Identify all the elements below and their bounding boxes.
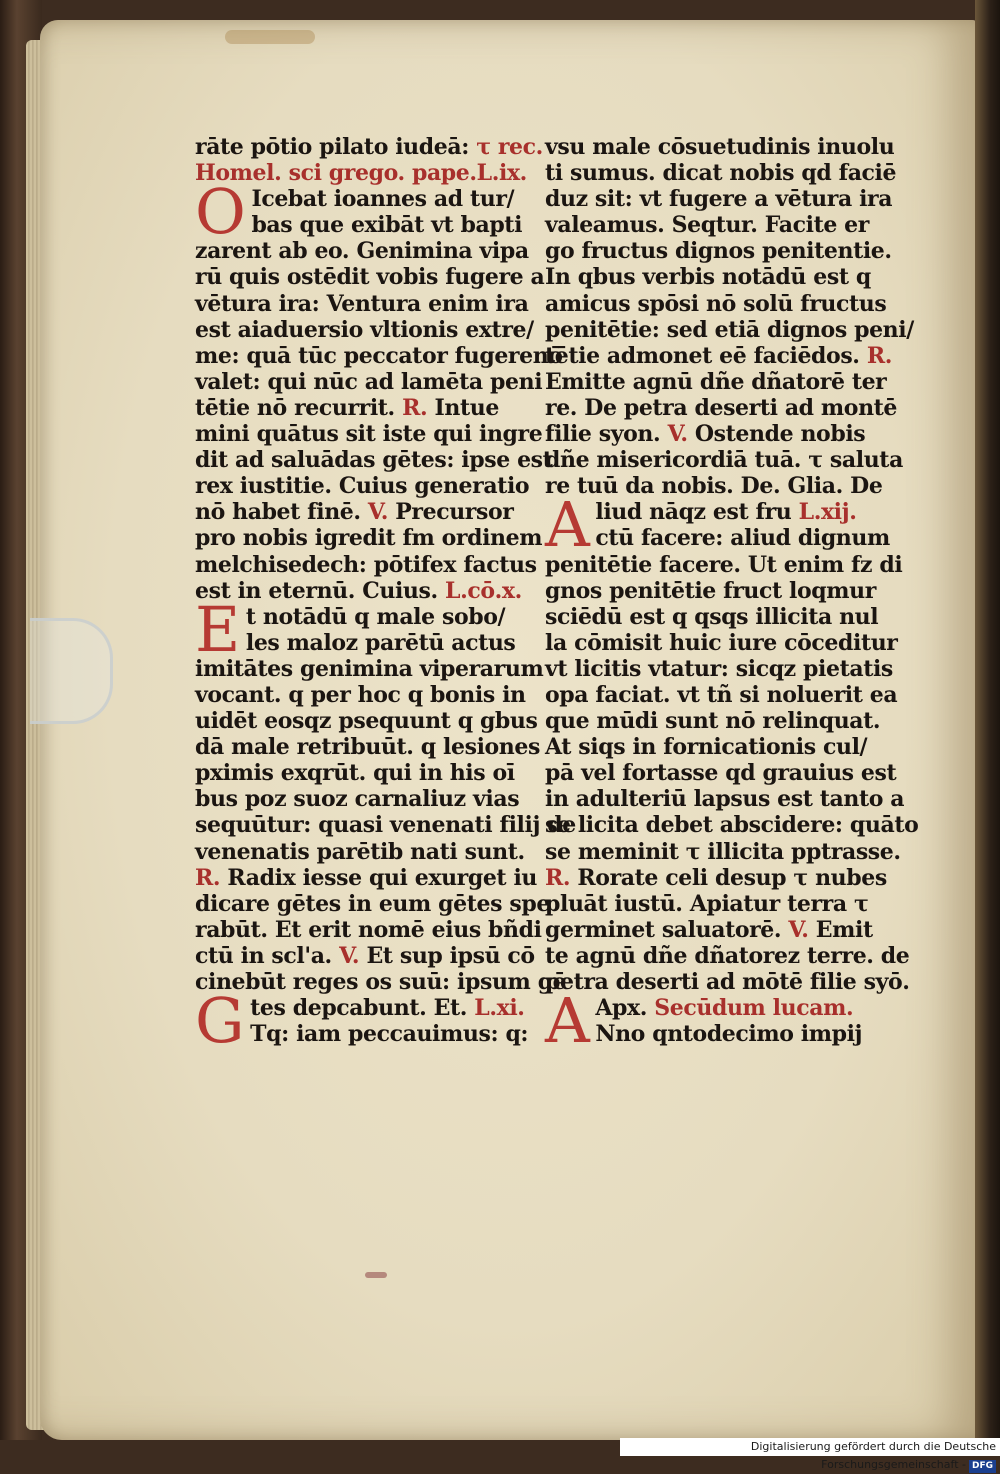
responsory-mark: R. bbox=[866, 342, 892, 369]
text-line: Et sup ipsū cō bbox=[366, 942, 535, 969]
text-line: rex iustitie. Cuius generatio bbox=[195, 473, 530, 500]
text-line: cinebūt reges os suū: ipsum gē bbox=[195, 969, 567, 995]
rubric-heading: Homel. sci grego. pape. bbox=[195, 160, 477, 187]
text-line: vt licitis vtatur: sicqz pietatis bbox=[545, 655, 893, 682]
text-line: mini quātus sit iste qui ingre bbox=[195, 421, 543, 448]
text-line: t notādū q male sobo/ bbox=[245, 603, 506, 630]
text-line: uidēt eosqz psequunt q gbus bbox=[195, 708, 538, 735]
text-line: penitētie: sed etiā dignos peni/ bbox=[545, 316, 914, 343]
text-line: tētie admonet eē faciēdos. bbox=[545, 342, 860, 369]
rubric-heading: Secūdum lucam. bbox=[654, 995, 854, 1022]
text-line: ti sumus. dicat nobis qd faciē bbox=[545, 160, 897, 187]
text-line: duz sit: vt fugere a vētura ira bbox=[545, 186, 893, 213]
page-clip bbox=[30, 618, 113, 724]
versicle-mark: V. bbox=[339, 942, 360, 969]
text-line: vētura ira: Ventura enim ira bbox=[195, 290, 529, 317]
text-line: penitētie facere. Ut enim fz di bbox=[545, 551, 903, 578]
text-line: que mūdi sunt nō relinquat. bbox=[545, 708, 881, 735]
text-line: pximis exqrūt. qui in his oī bbox=[195, 760, 515, 787]
text-line: rāte pōtio pilato iudeā: bbox=[195, 134, 469, 160]
text-line: nō habet finē. bbox=[195, 499, 361, 526]
initial-a-gospel: A bbox=[545, 984, 590, 1058]
text-line: At siqs in fornicationis cul/ bbox=[545, 734, 868, 761]
lectio-number: L.ix. bbox=[476, 160, 527, 187]
text-line: opa faciat. vt tñ si noluerit ea bbox=[545, 681, 898, 708]
page-stain-red bbox=[365, 1272, 387, 1278]
text-line: gnos penitētie fruct loqmur bbox=[545, 577, 876, 604]
rubric-mark: τ rec. bbox=[476, 134, 543, 160]
text-line: venenatis parētib nati sunt. bbox=[195, 838, 525, 865]
text-line: sequūtur: quasi venenati filij de bbox=[195, 812, 576, 839]
text-line: Tq: iam peccauimus: q: bbox=[250, 1021, 529, 1048]
initial-g: G bbox=[195, 984, 245, 1058]
text-line: re. De petra deserti ad montē bbox=[545, 394, 898, 421]
text-line: liud nāqz est fru bbox=[595, 499, 792, 526]
responsory-mark: R. bbox=[545, 864, 571, 891]
text-line: sciēdū est q qsqs illicita nul bbox=[545, 603, 879, 630]
dfg-logo-icon: DFG bbox=[969, 1460, 996, 1473]
text-column-left bbox=[195, 134, 576, 1058]
text-line: Icebat ioannes ad tur/ bbox=[251, 186, 515, 213]
text-line: pluāt iustū. Apiatur terra τ bbox=[545, 890, 869, 917]
text-line: re tuū da nobis. De. Glia. De bbox=[545, 473, 883, 500]
text-line: In qbus verbis notādū est q bbox=[545, 264, 871, 291]
text-line: est in eternū. Cuius. bbox=[195, 577, 438, 604]
text-line: Ostende nobis bbox=[694, 421, 866, 448]
text-line: me: quā tūc peccator fugerenō bbox=[195, 342, 563, 369]
responsory-mark: R. bbox=[195, 864, 221, 891]
responsory-mark: R. bbox=[402, 394, 428, 421]
text-line: te agnū dñe dñatorez terre. de bbox=[545, 942, 910, 969]
text-line: Emitte agnū dñe dñatorē ter bbox=[545, 368, 887, 395]
text-line: dñe misericordiā tuā. τ saluta bbox=[545, 447, 903, 474]
text-line: la cōmisit huic iure cōceditur bbox=[545, 629, 898, 656]
text-line: ctū in scl'a. bbox=[195, 942, 332, 969]
text-line: dā male retribuūt. q lesiones bbox=[195, 734, 540, 761]
text-line: petra deserti ad mōtē filie syō. bbox=[545, 969, 910, 995]
text-line: valeamus. Seqtur. Facite er bbox=[545, 212, 869, 239]
versicle-mark: V. bbox=[367, 499, 389, 526]
text-line: bas que exibāt vt bapti bbox=[251, 212, 523, 239]
text-line: zarent ab eo. Genimina vipa bbox=[195, 238, 529, 265]
text-line: rabūt. Et erit nomē eius bñdi bbox=[195, 916, 542, 943]
text-line: se meminit τ illicita pptrasse. bbox=[545, 838, 901, 865]
funding-credit bbox=[620, 1438, 1000, 1471]
book-gutter bbox=[975, 0, 1000, 1440]
lectio-number: L.cō.x. bbox=[445, 577, 522, 604]
page-stain bbox=[225, 30, 315, 44]
text-line: in adulteriū lapsus est tanto a bbox=[545, 786, 905, 813]
text-line: amicus spōsi nō solū fructus bbox=[545, 290, 887, 317]
text-line: Emit bbox=[815, 916, 873, 943]
text-line: tes depcabunt. Et. bbox=[250, 995, 468, 1022]
text-line: vsu male cōsuetudinis inuolu bbox=[545, 134, 895, 160]
initial-o: O bbox=[195, 175, 246, 249]
initial-e: E bbox=[195, 592, 240, 666]
text-line: imitātes genimina viperarum bbox=[195, 655, 544, 682]
text-column-right bbox=[545, 134, 919, 1058]
versicle-mark: V. bbox=[667, 421, 688, 448]
text-line: tētie nō recurrit. bbox=[195, 394, 395, 421]
text-line: Apx. bbox=[595, 995, 648, 1022]
text-line: ctū facere: aliud dignum bbox=[595, 525, 890, 552]
text-line: pā vel fortasse qd grauius est bbox=[545, 760, 897, 787]
initial-a: A bbox=[545, 488, 590, 562]
text-line: valet: qui nūc ad lamēta peni bbox=[195, 368, 543, 395]
text-line: dicare gētes in eum gētes spe bbox=[195, 890, 550, 917]
lectio-number: L.xij. bbox=[798, 499, 857, 526]
lectio-number: L.xi. bbox=[474, 995, 525, 1022]
text-line: Nno qntodecimo impij bbox=[595, 1021, 863, 1048]
text-line: filie syon. bbox=[545, 421, 661, 448]
versicle-mark: V. bbox=[788, 916, 809, 943]
funding-credit-text: Digitalisierung gefördert durch die Deutsche Forschungsgemeinschaft - bbox=[750, 1440, 996, 1471]
text-line: dit ad saluādas gētes: ipse est bbox=[195, 447, 553, 474]
text-line: go fructus dignos penitentie. bbox=[545, 238, 892, 265]
text-line: Intue bbox=[434, 394, 499, 421]
text-line: bus poz suoz carnaliuz vias bbox=[195, 786, 520, 813]
text-line: Radix iesse qui exurget iu bbox=[227, 864, 538, 891]
text-line: est aiaduersio vltionis extre/ bbox=[195, 316, 534, 343]
text-line: melchisedech: pōtifex factus bbox=[195, 551, 537, 578]
text-line: pro nobis igredit fm ordinem bbox=[195, 525, 543, 552]
text-line: les maloz parētū actus bbox=[245, 629, 516, 656]
text-line: rū quis ostēdit vobis fugere a bbox=[195, 264, 545, 291]
text-line: Rorate celi desup τ nubes bbox=[577, 864, 887, 891]
text-line: Precursor bbox=[395, 499, 514, 526]
text-line: vocant. q per hoc q bonis in bbox=[195, 681, 526, 708]
text-line: se licita debet abscidere: quāto bbox=[545, 812, 919, 839]
text-line: germinet saluatorē. bbox=[545, 916, 782, 943]
